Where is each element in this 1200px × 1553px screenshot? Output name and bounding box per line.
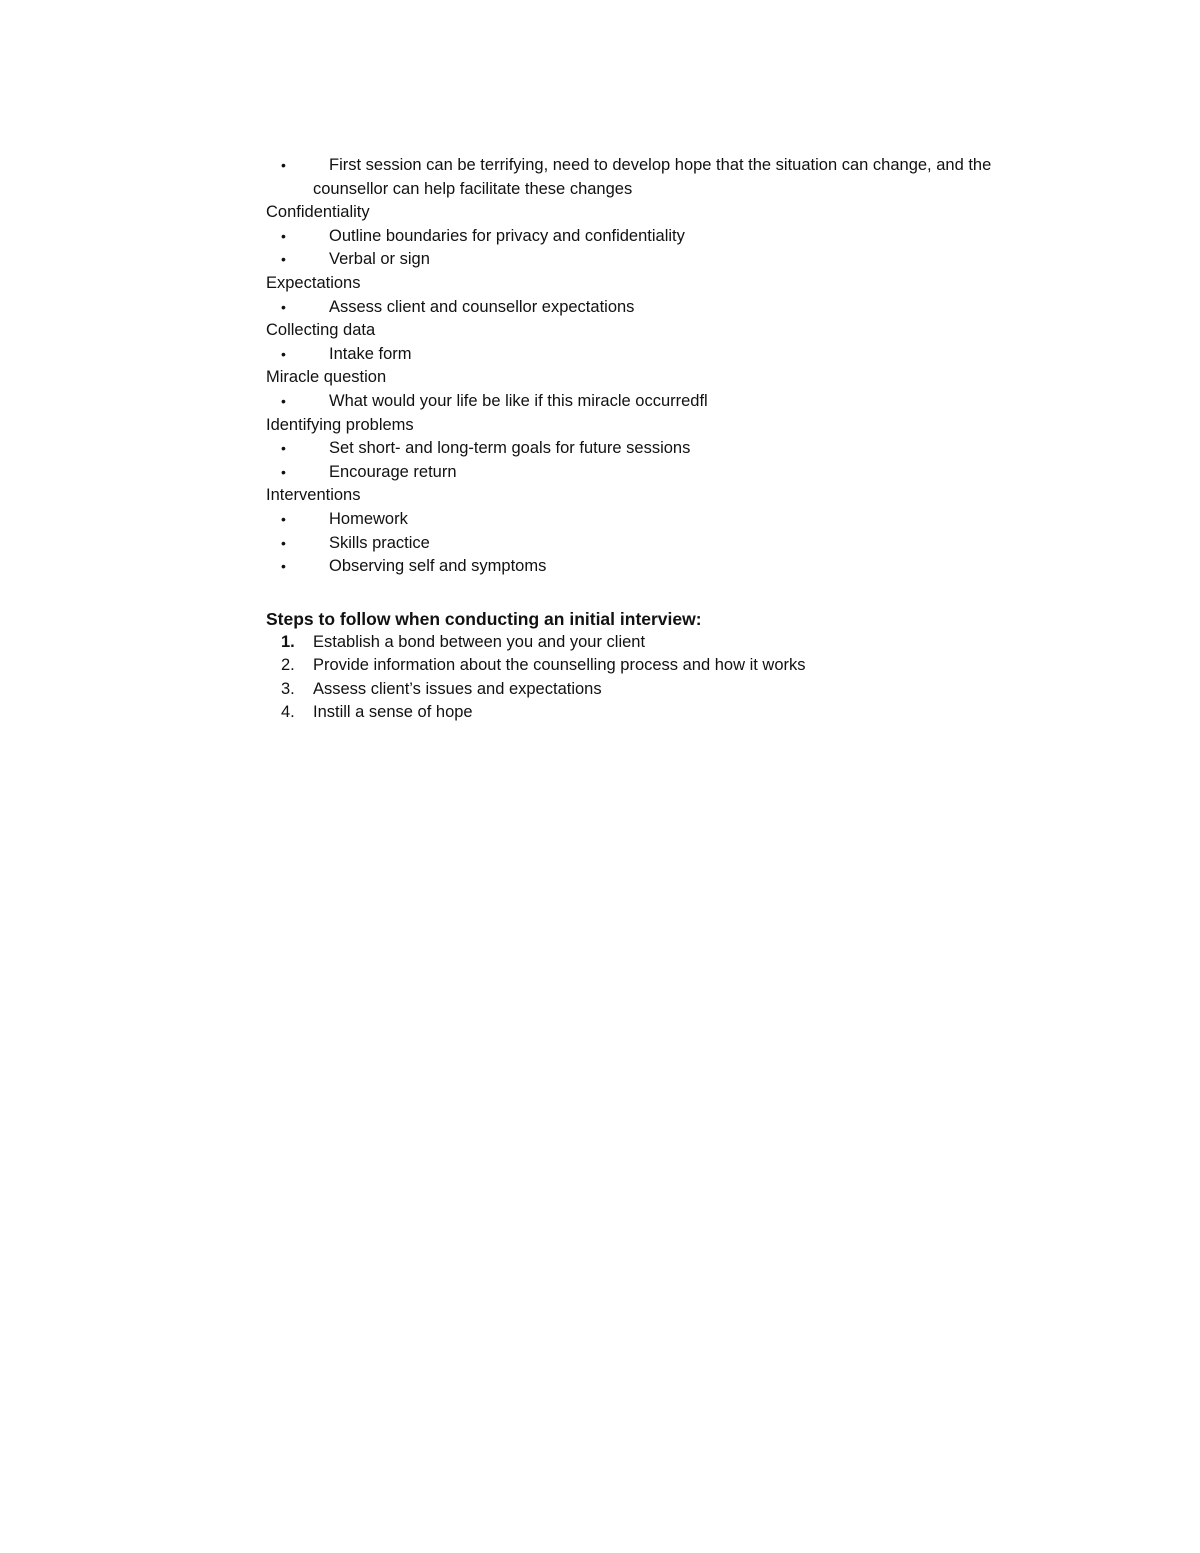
section-list bbox=[266, 343, 1066, 367]
list-item bbox=[266, 631, 1066, 655]
section-collecting-data bbox=[266, 319, 1066, 366]
section-heading: Expectations bbox=[266, 273, 361, 292]
bullet-icon: • bbox=[281, 227, 286, 244]
bullet-icon: • bbox=[281, 298, 286, 315]
list-item bbox=[266, 532, 1066, 556]
section-interventions bbox=[266, 484, 1066, 578]
steps-title: Steps to follow when conducting an initial interview: bbox=[266, 608, 702, 629]
list-item bbox=[266, 508, 1066, 532]
step-number: 4. bbox=[281, 703, 295, 722]
list-item-text: Observing self and symptoms bbox=[329, 557, 547, 576]
document-content bbox=[266, 154, 1066, 725]
section-list bbox=[266, 508, 1066, 579]
list-item bbox=[266, 461, 1066, 485]
step-number: 1. bbox=[281, 632, 295, 651]
list-item-text: Encourage return bbox=[329, 462, 457, 481]
step-number: 2. bbox=[281, 656, 295, 675]
list-item-text: Verbal or sign bbox=[329, 250, 430, 269]
list-item bbox=[266, 437, 1066, 461]
section-heading: Interventions bbox=[266, 486, 361, 505]
list-item-text: Homework bbox=[329, 509, 408, 528]
list-item-text: Assess client and counsellor expectations bbox=[329, 297, 635, 316]
section-heading: Miracle question bbox=[266, 368, 387, 387]
list-item bbox=[266, 678, 1066, 702]
list-item-text: Set short- and long-term goals for future sessions bbox=[329, 439, 691, 458]
list-item bbox=[266, 248, 1066, 272]
section-expectations bbox=[266, 272, 1066, 319]
step-text: Instill a sense of hope bbox=[313, 703, 473, 722]
list-item bbox=[266, 296, 1066, 320]
bullet-icon: • bbox=[281, 510, 286, 527]
section-identifying-problems bbox=[266, 414, 1066, 485]
step-text: Provide information about the counselling process and how it works bbox=[313, 656, 806, 675]
list-item bbox=[266, 225, 1066, 249]
section-heading: Collecting data bbox=[266, 321, 376, 340]
bullet-icon: • bbox=[281, 463, 286, 480]
bullet-icon: • bbox=[281, 157, 286, 173]
list-item bbox=[266, 701, 1066, 725]
list-item-text: Intake form bbox=[329, 344, 412, 363]
list-item-text: Skills practice bbox=[329, 533, 430, 552]
list-item bbox=[266, 390, 1066, 414]
bullet-icon: • bbox=[281, 558, 286, 575]
list-item bbox=[266, 154, 1066, 201]
bullet-icon: • bbox=[281, 440, 286, 457]
steps-list bbox=[266, 631, 1066, 725]
bullet-icon: • bbox=[281, 251, 286, 268]
section-confidentiality bbox=[266, 201, 1066, 272]
bullet-icon: • bbox=[281, 392, 286, 409]
list-item bbox=[266, 343, 1066, 367]
list-item-text: What would your life be like if this miracle occurredfl bbox=[329, 391, 708, 410]
step-text: Assess client’s issues and expectations bbox=[313, 679, 602, 698]
section-list bbox=[266, 390, 1066, 414]
section-miracle-question bbox=[266, 366, 1066, 413]
step-text: Establish a bond between you and your client bbox=[313, 632, 646, 651]
list-item-text: Outline boundaries for privacy and confidentiality bbox=[329, 226, 685, 245]
intro-bullet-text: First session can be terrifying, need to develop hope that the situation can change, and the counsellor can help facilitate these changes bbox=[313, 156, 992, 198]
list-item bbox=[266, 654, 1066, 678]
section-list bbox=[266, 225, 1066, 272]
bullet-icon: • bbox=[281, 534, 286, 551]
step-number: 3. bbox=[281, 679, 295, 698]
intro-list bbox=[266, 154, 1066, 201]
list-item bbox=[266, 555, 1066, 579]
section-list bbox=[266, 296, 1066, 320]
section-heading: Confidentiality bbox=[266, 203, 370, 222]
section-list bbox=[266, 437, 1066, 484]
section-heading: Identifying problems bbox=[266, 415, 414, 434]
bullet-icon: • bbox=[281, 345, 286, 362]
